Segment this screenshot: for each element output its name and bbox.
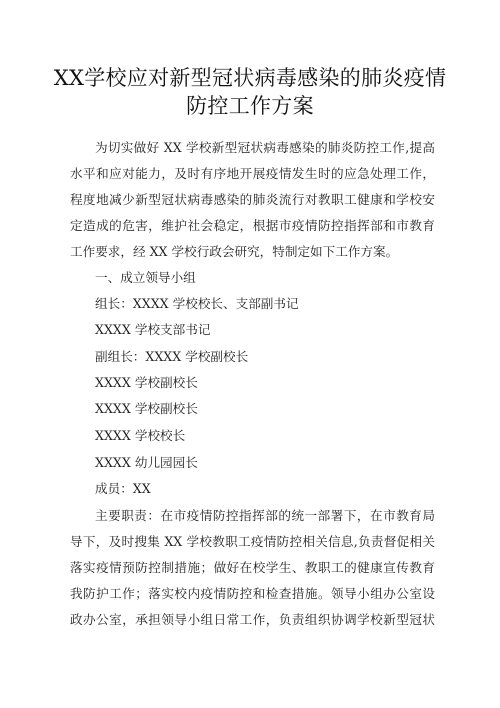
leader-line-2: XXXX 学校支部书记 (95, 322, 211, 337)
body-paragraph-1-line-1: 为切实做好 XX 学校新型冠状病毒感染的肺炎防控工作,提高 (95, 140, 435, 155)
body-paragraph-1-line-3: 程度地减少新型冠状病毒感染的肺炎流行对教职工健康和学校安 (70, 192, 435, 207)
deputy-leader-line-4: XXXX 学校校长 (95, 428, 186, 443)
document-title-line-2: 防控工作方案 (186, 94, 314, 118)
duties-paragraph-line-1: 主要职责：在市疫情防控指挥部的统一部署下，在市教育局 (95, 508, 435, 523)
body-paragraph-1-line-2: 水平和应对能力，及时有序地开展疫情发生时的应急处理工作， (70, 166, 435, 181)
duties-paragraph-line-5: 政办公室，承担领导小组日常工作，负责组织协调学校新型冠状 (70, 612, 435, 627)
duties-paragraph-line-4: 我防护工作；落实校内疫情防控和检查措施。领导小组办公室设 (70, 586, 435, 601)
document-title-line-1: XX学校应对新型冠状病毒感染的肺炎疫情 (53, 66, 447, 90)
leader-line: 组长：XXXX 学校校长、支部副书记 (95, 296, 299, 311)
deputy-leader-line-2: XXXX 学校副校长 (95, 375, 198, 390)
body-paragraph-1-line-5: 工作要求，经 XX 学校行政会研究，特制定如下工作方案。 (70, 244, 399, 259)
body-paragraph-1-line-4: 定造成的危害，维护社会稳定，根据市疫情防控指挥部和市教育 (70, 218, 435, 233)
deputy-leader-line-5: XXXX 幼儿园园长 (95, 455, 198, 470)
section-heading-1: 一、成立领导小组 (95, 270, 196, 285)
duties-paragraph-line-3: 落实疫情预防控制措施；做好在校学生、教职工的健康宣传教育 (70, 560, 435, 575)
members-line: 成员：XX (95, 481, 151, 496)
deputy-leader-line-3: XXXX 学校副校长 (95, 401, 198, 416)
duties-paragraph-line-2: 导下，及时搜集 XX 学校教职工疫情防控相关信息,负责督促相关 (70, 534, 435, 549)
deputy-leader-line: 副组长：XXXX 学校副校长 (95, 349, 249, 364)
